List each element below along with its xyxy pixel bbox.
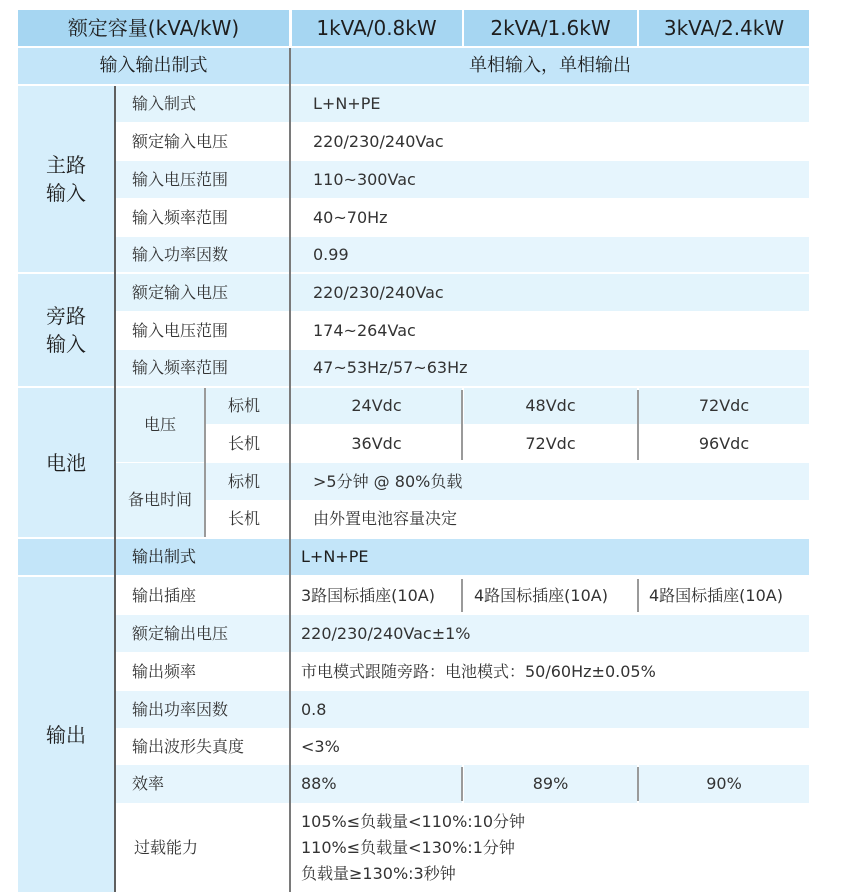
bypass-input-group-label: 旁路 输入 xyxy=(46,304,86,356)
output-thd-value: <3% xyxy=(291,729,809,764)
output-overload-value xyxy=(291,804,809,892)
main-input-label-4: 输入频率范围 xyxy=(116,199,289,236)
model-1kva: 1kVA/0.8kW xyxy=(291,10,462,46)
bypass-input-group xyxy=(18,274,114,386)
bypass-input-value-3: 47~53Hz/57~63Hz xyxy=(291,350,809,386)
output-socket-1kva: 3路国标插座(10A) xyxy=(291,577,462,614)
header-divider-2 xyxy=(462,10,464,46)
main-input-label-1: 输入制式 xyxy=(116,86,289,122)
battery-voltage-std-2kva: 48Vdc xyxy=(464,388,637,424)
output-socket-3kva: 4路国标插座(10A) xyxy=(639,577,809,614)
output-group: 输出 xyxy=(18,577,114,892)
overload-line-2: 110%≤负载量<130%:1分钟 xyxy=(301,838,515,857)
io-mode-label: 输入输出制式 xyxy=(18,48,289,84)
battery-group: 电池 xyxy=(18,388,114,537)
header-divider-3 xyxy=(637,10,639,46)
output-pf-value: 0.8 xyxy=(291,691,809,728)
battery-backup-std-value: >5分钟 @ 80%负载 xyxy=(291,463,809,500)
main-input-value-1: L+N+PE xyxy=(291,86,809,122)
battery-voltage-std-3kva: 72Vdc xyxy=(639,388,809,424)
battery-backup-long-value: 由外置电池容量决定 xyxy=(291,501,809,537)
output-mode-label: 输出制式 xyxy=(116,539,289,575)
group-divider xyxy=(114,86,116,892)
main-input-value-5: 0.99 xyxy=(291,237,809,272)
output-voltage-label: 额定输出电压 xyxy=(116,615,289,652)
output-socket-label: 输出插座 xyxy=(116,577,289,614)
battery-voltage-long-label: 长机 xyxy=(206,425,289,462)
output-mode-value: L+N+PE xyxy=(291,539,809,575)
socket-col-divider-2 xyxy=(637,579,639,612)
overload-line-3: 负载量≥130%:3秒钟 xyxy=(301,864,456,883)
battery-backup-std-label: 标机 xyxy=(206,463,289,500)
battery-voltage-long-2kva: 72Vdc xyxy=(464,425,637,462)
output-efficiency-3kva: 90% xyxy=(639,765,809,803)
battery-backup-label: 备电时间 xyxy=(116,463,204,537)
battery-col-divider-1 xyxy=(461,390,463,460)
output-frequency-label: 输出频率 xyxy=(116,653,289,690)
bypass-input-label-1: 额定输入电压 xyxy=(116,274,289,311)
model-2kva: 2kVA/1.6kW xyxy=(464,10,637,46)
main-input-group xyxy=(18,86,114,272)
output-thd-label: 输出波形失真度 xyxy=(116,729,289,764)
efficiency-col-divider-1 xyxy=(461,767,463,801)
battery-col-divider-2 xyxy=(637,390,639,460)
output-socket-2kva: 4路国标插座(10A) xyxy=(464,577,637,614)
output-frequency-value: 市电模式跟随旁路：电池模式：50/60Hz±0.05% xyxy=(291,653,809,690)
output-voltage-value: 220/230/240Vac±1% xyxy=(291,615,809,652)
output-overload-label: 过载能力 xyxy=(116,804,289,892)
battery-voltage-std-label: 标机 xyxy=(206,388,289,424)
io-mode-value: 单相输入，单相输出 xyxy=(291,48,809,84)
main-input-group-label: 主路 输入 xyxy=(46,153,86,205)
header-divider-1 xyxy=(290,10,292,46)
battery-voltage-long-1kva: 36Vdc xyxy=(291,425,462,462)
output-mode-spacer xyxy=(18,539,114,575)
bypass-input-label-2: 输入电压范围 xyxy=(116,312,289,349)
battery-backup-long-label: 长机 xyxy=(206,501,289,537)
battery-sub-divider xyxy=(204,388,206,537)
socket-col-divider-1 xyxy=(461,579,463,612)
output-efficiency-2kva: 89% xyxy=(464,765,637,803)
bypass-input-value-2: 174~264Vac xyxy=(291,312,809,349)
battery-voltage-label: 电压 xyxy=(116,388,204,462)
overload-line-1: 105%≤负载量<110%:10分钟 xyxy=(301,812,526,831)
model-3kva: 3kVA/2.4kW xyxy=(639,10,809,46)
output-efficiency-1kva: 88% xyxy=(291,765,462,803)
efficiency-col-divider-2 xyxy=(637,767,639,801)
main-input-value-4: 40~70Hz xyxy=(291,199,809,236)
bypass-input-label-3: 输入频率范围 xyxy=(116,350,289,386)
rated-capacity-label: 额定容量(kVA/kW) xyxy=(18,10,289,46)
output-pf-label: 输出功率因数 xyxy=(116,691,289,728)
battery-voltage-std-1kva: 24Vdc xyxy=(291,388,462,424)
bypass-input-value-1: 220/230/240Vac xyxy=(291,274,809,311)
main-input-label-3: 输入电压范围 xyxy=(116,161,289,198)
main-input-value-2: 220/230/240Vac xyxy=(291,123,809,160)
battery-voltage-long-3kva: 96Vdc xyxy=(639,425,809,462)
label-value-divider xyxy=(289,48,291,892)
output-efficiency-label: 效率 xyxy=(116,765,289,803)
main-input-label-2: 额定输入电压 xyxy=(116,123,289,160)
main-input-label-5: 输入功率因数 xyxy=(116,237,289,272)
main-input-value-3: 110~300Vac xyxy=(291,161,809,198)
